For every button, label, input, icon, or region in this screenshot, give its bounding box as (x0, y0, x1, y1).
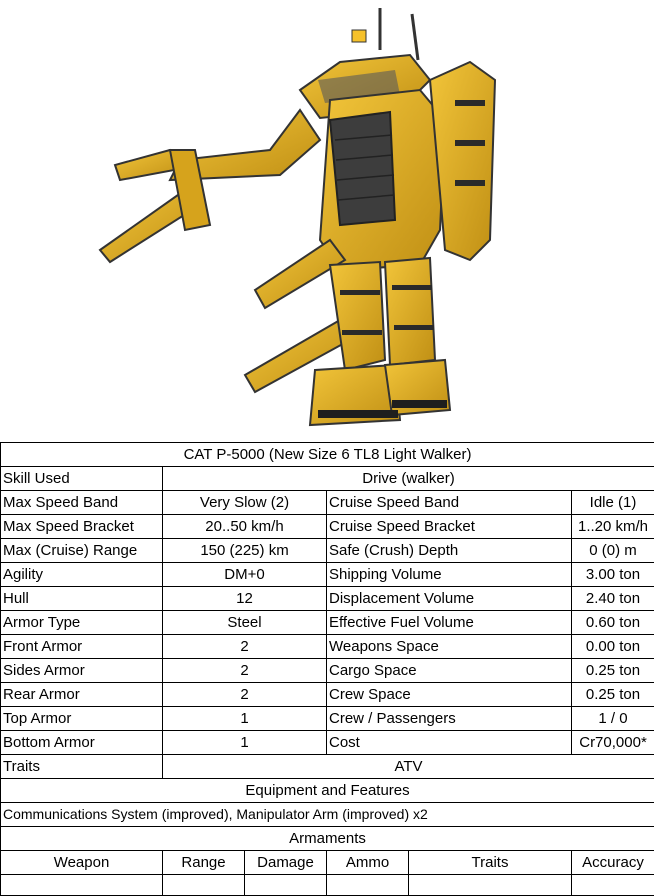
col-damage: Damage (245, 851, 327, 875)
stat-value: 2 (163, 635, 327, 659)
col-traits: Traits (409, 851, 572, 875)
vehicle-title: CAT P-5000 (New Size 6 TL8 Light Walker) (1, 443, 654, 467)
stat-value: 2 (163, 659, 327, 683)
empty-cell (245, 875, 327, 896)
stat-value: 0.25 ton (572, 683, 654, 707)
stat-value: 0.60 ton (572, 611, 654, 635)
stat-label: Effective Fuel Volume (327, 611, 572, 635)
stat-value: 2 (163, 683, 327, 707)
power-loader-picture (0, 0, 654, 442)
stat-label: Top Armor (1, 707, 163, 731)
stat-label: Weapons Space (327, 635, 572, 659)
empty-cell (572, 875, 654, 896)
stat-value: Cr70,000* (572, 731, 654, 755)
stat-value: 12 (163, 587, 327, 611)
stat-value: 20..50 km/h (163, 515, 327, 539)
equipment-heading: Equipment and Features (1, 779, 654, 803)
stat-row (1, 539, 654, 563)
stat-label: Crew Space (327, 683, 572, 707)
empty-cell (327, 875, 409, 896)
empty-cell (163, 875, 245, 896)
stat-row (1, 515, 654, 539)
stat-value: 2.40 ton (572, 587, 654, 611)
traits-value: ATV (163, 755, 654, 779)
stat-row (1, 611, 654, 635)
col-range: Range (163, 851, 245, 875)
stat-label: Safe (Crush) Depth (327, 539, 572, 563)
stat-row (1, 731, 654, 755)
stat-label: Cruise Speed Band (327, 491, 572, 515)
stat-label: Agility (1, 563, 163, 587)
stat-label: Max (Cruise) Range (1, 539, 163, 563)
col-accuracy: Accuracy (572, 851, 654, 875)
empty-cell (1, 875, 163, 896)
stat-label: Armor Type (1, 611, 163, 635)
stat-row (1, 563, 654, 587)
stat-row (1, 659, 654, 683)
stat-row (1, 683, 654, 707)
equipment-value: Communications System (improved), Manipulator Arm (improved) x2 (1, 803, 654, 827)
stat-row (1, 635, 654, 659)
col-ammo: Ammo (327, 851, 409, 875)
stat-value: 1..20 km/h (572, 515, 654, 539)
traits-label: Traits (1, 755, 163, 779)
stat-row (1, 491, 654, 515)
empty-cell (409, 875, 572, 896)
walker-illustration (0, 0, 654, 442)
stat-label: Displacement Volume (327, 587, 572, 611)
stat-label: Cargo Space (327, 659, 572, 683)
stat-label: Shipping Volume (327, 563, 572, 587)
stat-value: Idle (1) (572, 491, 654, 515)
stat-label: Front Armor (1, 635, 163, 659)
stat-label: Cost (327, 731, 572, 755)
stat-value: 150 (225) km (163, 539, 327, 563)
stat-label: Rear Armor (1, 683, 163, 707)
armaments-header-row (1, 851, 654, 875)
stat-value: 0.25 ton (572, 659, 654, 683)
stat-row (1, 587, 654, 611)
stat-label: Cruise Speed Bracket (327, 515, 572, 539)
skill-value: Drive (walker) (163, 467, 654, 491)
skill-label: Skill Used (1, 467, 163, 491)
stat-value: Steel (163, 611, 327, 635)
col-weapon: Weapon (1, 851, 163, 875)
stat-value: 0.00 ton (572, 635, 654, 659)
stat-value: Very Slow (2) (163, 491, 327, 515)
stat-label: Max Speed Band (1, 491, 163, 515)
stat-value: 1 / 0 (572, 707, 654, 731)
stat-label: Bottom Armor (1, 731, 163, 755)
stat-label: Sides Armor (1, 659, 163, 683)
stat-value: 0 (0) m (572, 539, 654, 563)
stat-label: Max Speed Bracket (1, 515, 163, 539)
armaments-empty-row (1, 875, 654, 896)
stat-rows (1, 491, 654, 755)
spec-table (0, 442, 654, 896)
stat-label: Crew / Passengers (327, 707, 572, 731)
stat-label: Hull (1, 587, 163, 611)
stat-value: DM+0 (163, 563, 327, 587)
stat-value: 1 (163, 707, 327, 731)
stat-value: 3.00 ton (572, 563, 654, 587)
armaments-heading: Armaments (1, 827, 654, 851)
stat-value: 1 (163, 731, 327, 755)
stat-row (1, 707, 654, 731)
